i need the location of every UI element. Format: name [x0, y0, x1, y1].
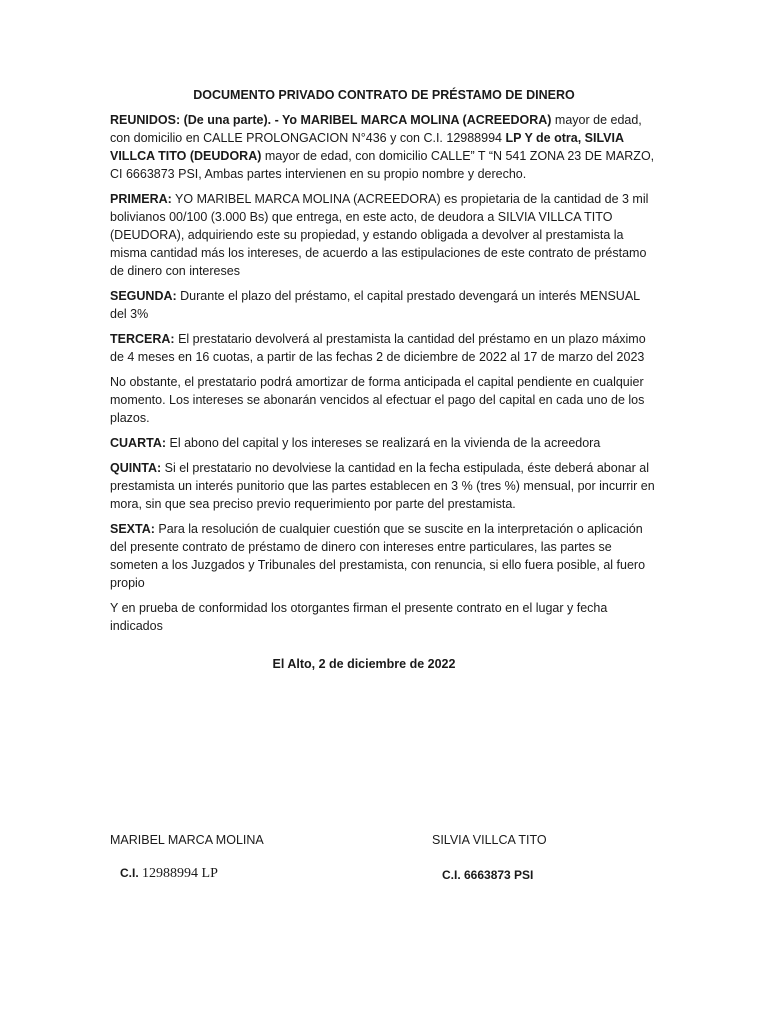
document-body	[110, 86, 658, 673]
clause-tercera	[110, 330, 658, 366]
primera-text: YO MARIBEL MARCA MOLINA (ACREEDORA) es propietaria de la cantidad de 3 mil bolivianos 00/100 (3.000 Bs) que entrega, en este acto, de deudora a SILVIA VILLCA TITO (DEUDORA), adquiriendo este su propiedad, y estando obligada a devolver al prestamista la misma cantidad más los intereses, de acuerdo a las estipulaciones de este contrato de préstamo de dinero con intereses	[110, 192, 649, 278]
clause-cuarta	[110, 434, 658, 452]
tercera-text: El prestatario devolverá al prestamista la cantidad del préstamo en un plazo máximo de 4 meses en 16 cuotas, a partir de las fechas 2 de diciembre de 2022 al 17 de marzo del 2023	[110, 332, 646, 364]
reunidos-text-2: mayor de edad, con domicilio CALLE” T “N 541 ZONA 23 DE MARZO, CI 6663873 PSI, Ambas partes intervienen en su propio nombre y derecho.	[110, 149, 655, 181]
quinta-text: Si el prestatario no devolviese la cantidad en la fecha estipulada, éste deberá abonar al prestamista un interés punitorio que las partes establecen en 3 % (tres %) mensual, por incurrir en mora, sin que sea preciso previo requerimiento por parte del prestamista.	[110, 461, 655, 511]
segunda-text: Durante el plazo del préstamo, el capital prestado devengará un interés MENSUAL del 3%	[110, 289, 640, 321]
clause-reunidos	[110, 111, 658, 183]
reunidos-text-1: mayor de edad, con domicilio en CALLE PROLONGACION N°436 y con C.I. 12988994	[110, 113, 642, 145]
clause-obstante: No obstante, el prestatario podrá amortizar de forma anticipada el capital pendiente en cualquier momento. Los intereses se abonarán vencidos al efectuar el pago del capital en cada uno de los plazos.	[110, 375, 645, 425]
clause-sexta	[110, 520, 658, 592]
sexta-text: Para la resolución de cualquier cuestión que se suscite en la interpretación o aplicación del presente contrato de préstamo de dinero con intereses entre particulares, las partes se someten a los Juzgados y Tribunales del prestamista, con renuncia, si ello fuera posible, al fuero propio	[110, 522, 646, 590]
left-ci-label: C.I.	[120, 866, 139, 880]
clause-segunda	[110, 287, 658, 323]
clause-primera	[110, 190, 658, 280]
reunidos-bold-2: LP Y de otra, SILVIA VILLCA TITO (DEUDORA)	[110, 131, 624, 163]
tercera-label: TERCERA:	[110, 332, 175, 346]
segunda-label: SEGUNDA:	[110, 289, 177, 303]
right-signature-name: SILVIA VILLCA TITO	[432, 833, 547, 847]
left-signature-ci	[120, 864, 218, 883]
reunidos-label: REUNIDOS: (De una parte). - Yo MARIBEL MARCA MOLINA (ACREEDORA)	[110, 113, 552, 127]
left-ci-value: 12988994 LP	[142, 866, 218, 881]
cuarta-label: CUARTA:	[110, 436, 167, 450]
document-date: El Alto, 2 de diciembre de 2022	[272, 657, 456, 671]
left-signature-name: MARIBEL MARCA MOLINA	[110, 833, 264, 847]
primera-label: PRIMERA:	[110, 192, 172, 206]
clause-quinta	[110, 459, 658, 513]
quinta-label: QUINTA:	[110, 461, 162, 475]
document-title: DOCUMENTO PRIVADO CONTRATO DE PRÉSTAMO DE DINERO	[193, 88, 575, 102]
cuarta-text: El abono del capital y los intereses se realizará en la vivienda de la acreedora	[166, 436, 601, 450]
closing-statement: Y en prueba de conformidad los otorgantes firman el presente contrato en el lugar y fecha indicados	[110, 601, 608, 633]
sexta-label: SEXTA:	[110, 522, 155, 536]
right-signature-ci: C.I. 6663873 PSI	[442, 868, 534, 882]
